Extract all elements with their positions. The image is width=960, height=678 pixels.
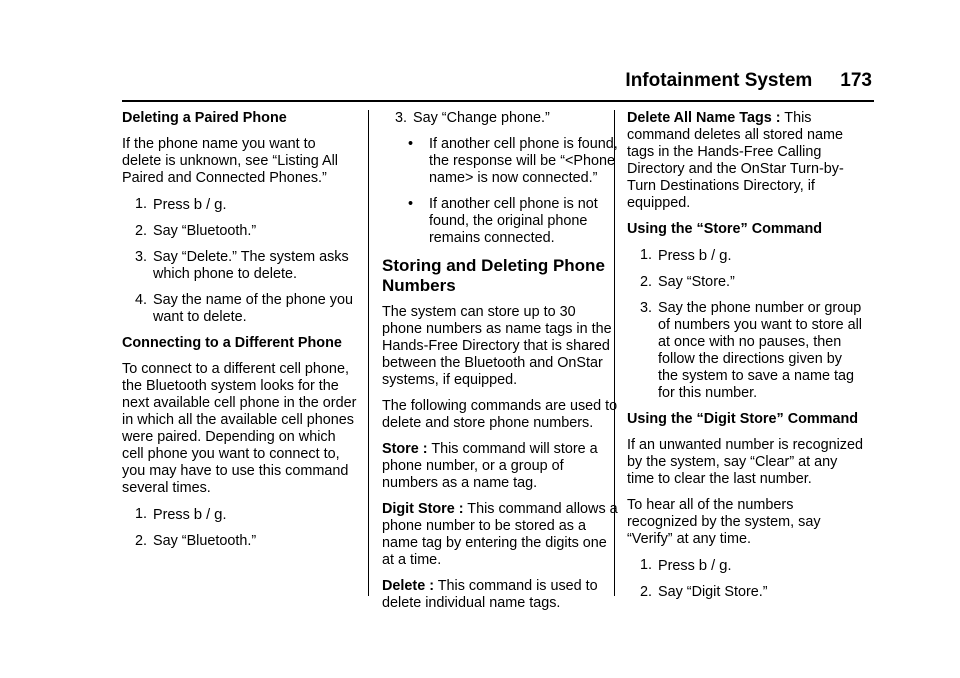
step-item: 4. Say the name of the phone you want to delete. xyxy=(134,292,354,325)
column-divider xyxy=(368,110,369,596)
steps-list xyxy=(122,196,358,326)
paragraph: If an unwanted number is recognized by the system, say “Clear” at any time to clear the last number. xyxy=(627,437,863,487)
steps-list xyxy=(382,110,618,127)
term-definition: Delete : This command is used to delete individual name tags. xyxy=(382,578,598,611)
steps-list xyxy=(122,506,358,550)
step-item: 3. Say “Change phone.” xyxy=(394,110,550,126)
voice-button-icon: g xyxy=(719,247,728,264)
page-number: 173 xyxy=(840,70,872,91)
term-definition: Digit Store : This command allows a phone number to be stored as a name tag by entering the digits one at a time. xyxy=(382,501,618,568)
paragraph: The following commands are used to delete and store phone numbers. xyxy=(382,398,618,431)
term-definition: Delete All Name Tags : This command deletes all stored name tags in the Hands-Free Calling Directory and the OnStar Turn-by-Turn Destinations Directory, if equipped. xyxy=(627,110,844,211)
paragraph: The system can store up to 30 phone numbers as name tags in the Hands-Free Directory that is shared between the Bluetooth and OnStar systems, if equipped. xyxy=(382,304,612,388)
heading-digit-store-command: Using the “Digit Store” Command xyxy=(627,411,859,427)
heading-connecting-different-phone: Connecting to a Different Phone xyxy=(122,335,342,351)
paragraph: If the phone name you want to delete is unknown, see “Listing All Paired and Connected Phones.” xyxy=(122,136,338,186)
voice-button-icon: g xyxy=(214,196,223,213)
heading-deleting-paired-phone: Deleting a Paired Phone xyxy=(122,110,287,126)
heading-storing-deleting: Storing and Deleting Phone Numbers xyxy=(382,256,605,295)
paragraph: To hear all of the numbers recognized by the system, say “Verify” at any time. xyxy=(627,497,821,547)
step-item: 1. Press b / g. xyxy=(639,557,732,574)
page-header xyxy=(625,70,872,98)
step-item: 2. Say “Bluetooth.” xyxy=(134,223,257,239)
section-title: Infotainment System xyxy=(625,70,813,91)
term-definition: Store : This command will store a phone number, or a group of numbers as a name tag. xyxy=(382,441,598,491)
steps-list xyxy=(627,247,863,402)
step-item: 2. Say “Store.” xyxy=(639,274,735,290)
step-item: 2. Say “Digit Store.” xyxy=(639,584,768,600)
column-3 xyxy=(627,110,863,610)
column-1 xyxy=(122,110,358,559)
step-item: 3. Say the phone number or group of numbers you want to store all at once with no pauses, then follow the directions given by the system to save a name tag for this number. xyxy=(639,300,862,401)
voice-button-icon: g xyxy=(719,557,728,574)
heading-store-command: Using the “Store” Command xyxy=(627,221,823,237)
phone-button-icon: b xyxy=(698,557,708,574)
bullet-list xyxy=(404,136,618,247)
bullet-item: • If another cell phone is not found, the original phone remains connected. xyxy=(408,196,598,246)
steps-list xyxy=(627,557,863,601)
step-item: 2. Say “Bluetooth.” xyxy=(134,533,257,549)
voice-button-icon: g xyxy=(214,506,223,523)
step-item: 1. Press b / g. xyxy=(639,247,732,264)
paragraph: To connect to a different cell phone, the Bluetooth system looks for the next available cell phone in the order in which all the available cell phones were paired. Depending on which cell phone you want to connect to, you may have to use this command several times. xyxy=(122,361,357,496)
step-item: 1. Press b / g. xyxy=(134,196,227,213)
bullet-item: • If another cell phone is found, the response will be “<Phone name> is now connected.” xyxy=(408,136,618,186)
phone-button-icon: b xyxy=(193,196,203,213)
step-item: 3. Say “Delete.” The system asks which phone to delete. xyxy=(134,249,349,282)
column-2 xyxy=(382,110,618,621)
phone-button-icon: b xyxy=(193,506,203,523)
phone-button-icon: b xyxy=(698,247,708,264)
step-item: 1. Press b / g. xyxy=(134,506,227,523)
header-rule xyxy=(122,100,874,102)
